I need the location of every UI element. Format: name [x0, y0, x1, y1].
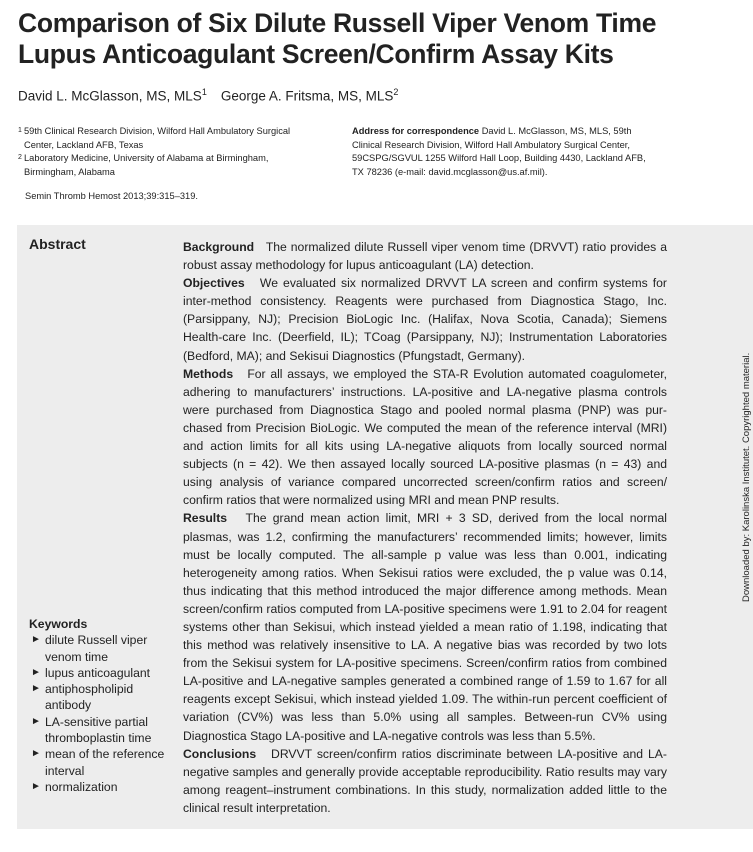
abstract-section-objectives [183, 274, 667, 364]
keywords-heading: Keywords [29, 617, 88, 631]
triangle-bullet-icon: ► [31, 715, 41, 727]
section-text: We evaluated six normalized DRVVT LA screen and confirm systems for inter-method consistency. Reagents were purchased from Diagnostica Stago, Inc. (Parsippany, NJ); Precision BioLogic Inc. (Halifax, Nova Scotia, Canada); Siemens Health-care Inc. (Deerfield, IL); TCoag (Parsippany, NJ); Instrumentation Laboratories (Bedford, MA); and Sekisui Diagnostics (Pfungstadt, Germany). [183, 276, 667, 363]
affiliation-line: Birmingham, Alabama [24, 166, 115, 177]
affiliation-line: 59th Clinical Research Division, Wilford Hall Ambulatory Surgical [24, 126, 291, 136]
triangle-bullet-icon: ► [31, 683, 41, 695]
abstract-section-results [183, 509, 667, 744]
article-title [18, 8, 718, 70]
section-label: Objectives [183, 276, 245, 291]
keyword-item [29, 665, 179, 681]
keyword-text: mean of the reference interval [45, 747, 165, 778]
author-affiliation-mark: 1 [201, 87, 207, 97]
abstract-heading: Abstract [29, 236, 86, 252]
title-line-1: Comparison of Six Dilute Russell Viper Venom Time [18, 8, 657, 38]
triangle-bullet-icon: ► [31, 634, 41, 646]
author-affiliation-mark: 2 [393, 87, 399, 97]
correspondence-line [352, 125, 682, 139]
keyword-text: lupus anticoagulant [45, 665, 151, 680]
affiliation-item [18, 125, 328, 152]
keyword-item [29, 714, 179, 747]
keyword-text: normalization [45, 779, 118, 794]
section-label: Background [183, 240, 255, 254]
section-label: Conclusions [183, 746, 257, 761]
affiliation-line: Laboratory Medicine, University of Alabama at Birmingham, [24, 153, 269, 164]
triangle-bullet-icon: ► [31, 666, 41, 678]
keyword-item [29, 779, 179, 795]
keywords-panel [29, 616, 179, 795]
keyword-text: antiphospholipid antibody [45, 682, 134, 713]
correspondence-text: David L. McGlasson, MS, MLS, 59th [481, 126, 632, 136]
keyword-text: dilute Russell viper venom time [45, 633, 148, 664]
affiliation-mark: 2 [18, 154, 22, 162]
keyword-item [29, 746, 179, 779]
affiliation-mark: 1 [18, 127, 22, 134]
triangle-bullet-icon: ► [31, 748, 41, 760]
abstract-section-background [183, 238, 667, 274]
section-text: For all assays, we employed the STA-R Evolution automated coagulometer, adhering to manufacturers’ instructions. LA-positive and LA-negative plasma controls were purchased from Diagnostica Stago and pooled normal plasma (PNP) was pur-chased from Precision BioLogic. We computed the mean of the reference interval (MRI) and action limits for all kits using LA-negative aliquots from locally sourced normal subjects (n = 42). We then assayed locally sourced LA-positive plasmas (n = 43) and using analysis of variance compared uncorrected screen/confirm ratios and screen/ confirm ratios that were normalized using MRI and mean PNP results. [183, 366, 667, 508]
correspondence-label: Address for correspondence [352, 126, 480, 136]
author-list [18, 87, 398, 104]
section-label: Results [183, 511, 228, 526]
section-text: The normalized dilute Russell viper venom time (DRVVT) ratio provides a robust assay methodology for lupus anticoagulant (LA) detection. [183, 240, 667, 273]
triangle-bullet-icon: ► [31, 780, 41, 792]
affiliations [18, 125, 328, 179]
keyword-item [29, 681, 179, 714]
correspondence-line: Clinical Research Division, Wilford Hall Ambulatory Surgical Center, [352, 139, 630, 150]
abstract-section-conclusions [183, 745, 667, 817]
section-text: The grand mean action limit, MRI + 3 SD, derived from the local normal plasmas, was 1.2, confirming the manufacturers’ recommended limits; however, limits must be locally computed. The all-sample p value was less than 0.001, indicating heterogeneity among ratios. When Sekisui ratios were excluded, the p value was 0.14, thus indicating that this method introduced the major difference among methods. Mean screen/confirm ratios computed from LA-positive specimens were 1.91 to 2.04 for reagent systems other than Sekisui, which instead yielded a mean ratio of 1.198, indicating that this method was relatively insensitive to LA. A negative bias was recorded by two lots from the Sekisui system for LA-positive specimens. Screen/confirm ratios from combined LA-positive and LA-negative samples generated a combined range of 1.59 to 1.67 for all reagents except Sekisui, which instead yielded 1.09. The within-run percent coefficient of variation (CV%) was less than 5.0% using all samples. Between-run CV% using Diagnostica Stago LA-positive and LA-negative controls was less than 5.5%. [183, 511, 667, 743]
keyword-list [29, 632, 179, 795]
journal-citation: Semin Thromb Hemost 2013;39:315–319. [25, 191, 198, 201]
affiliation-line: Center, Lackland AFB, Texas [24, 139, 144, 150]
author-name: David L. McGlasson, MS, MLS [18, 88, 202, 104]
abstract-section-methods [183, 365, 667, 510]
author-name: George A. Fritsma, MS, MLS [220, 88, 394, 104]
keyword-item [29, 632, 179, 665]
title-line-2: Lupus Anticoagulant Screen/Confirm Assay Kits [18, 39, 614, 69]
abstract-panel [17, 225, 753, 829]
affiliation-item [18, 152, 328, 179]
keyword-text: LA-sensitive partial thromboplastin time [45, 714, 152, 746]
correspondence-email-line: TX 78236 (e-mail: david.mcglasson@us.af.mil). [352, 166, 548, 177]
download-watermark: Downloaded by: Karolinska Institutet. Copyrighted material. [741, 352, 752, 602]
section-label: Methods [183, 366, 234, 381]
section-text: DRVVT screen/confirm ratios discriminate between LA-positive and LA-negative samples and generally provide acceptable reproducibility. Ratio results may vary among reagent–instrument combinations. In this study, normalization added little to the clinical result interpretation. [183, 746, 667, 815]
abstract-body [183, 238, 667, 817]
correspondence-address [352, 125, 682, 179]
correspondence-line: 59CSPG/SGVUL 1255 Wilford Hall Loop, Building 4430, Lackland AFB, [352, 153, 646, 164]
